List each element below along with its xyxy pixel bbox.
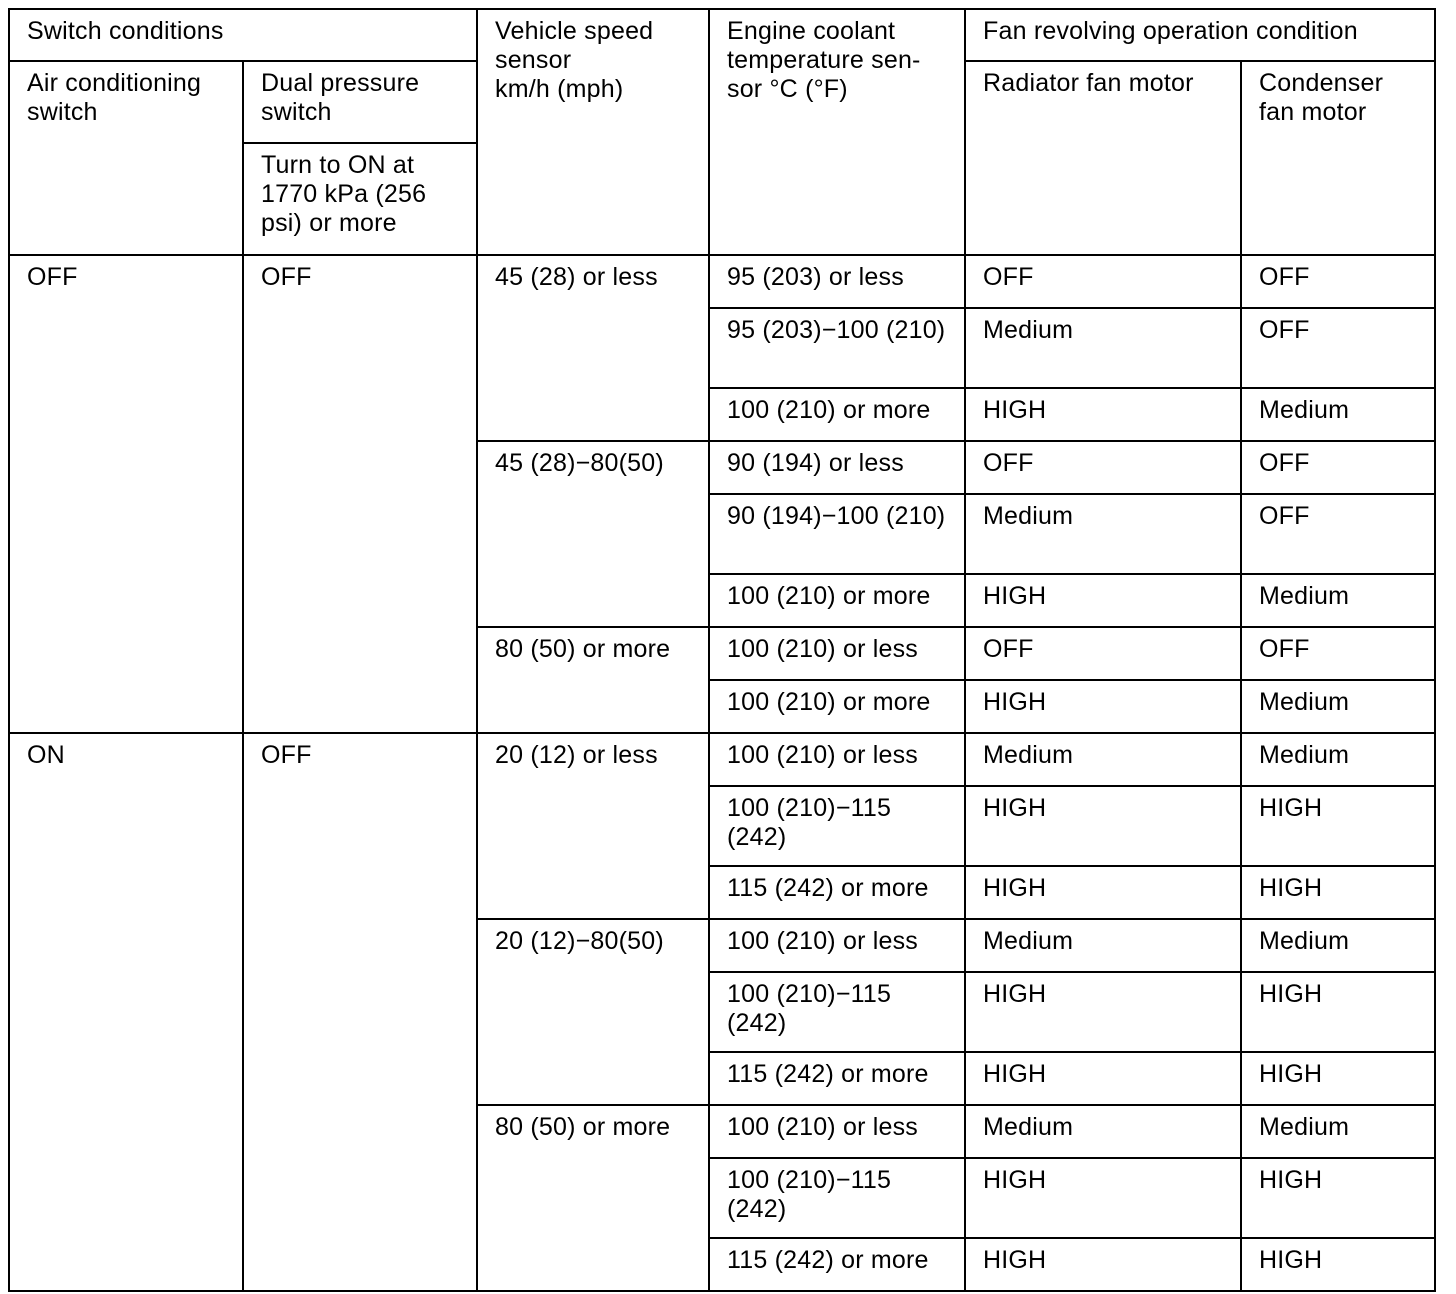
radiator-fan-motor-header: Radiator fan motor <box>965 61 1241 255</box>
coolant-temp-value: 115 (242) or more <box>709 1238 965 1291</box>
coolant-temp-value: 100 (210)−115 (242) <box>709 786 965 866</box>
radiator-fan-value: Medium <box>965 1105 1241 1158</box>
vehicle-speed-value: 45 (28) or less <box>477 255 709 441</box>
condenser-fan-value: OFF <box>1241 627 1435 680</box>
condenser-fan-value: OFF <box>1241 308 1435 388</box>
coolant-temp-value: 90 (194) or less <box>709 441 965 494</box>
engine-coolant-temperature-header: Engine coolant temperature sen- sor °C (°F) <box>709 9 965 255</box>
radiator-fan-value: Medium <box>965 733 1241 786</box>
coolant-temp-value: 100 (210) or less <box>709 627 965 680</box>
dual-pressure-switch-header: Dual pressure switch <box>243 61 477 143</box>
condenser-fan-value: HIGH <box>1241 1238 1435 1291</box>
radiator-fan-value: Medium <box>965 919 1241 972</box>
condenser-fan-value: HIGH <box>1241 972 1435 1052</box>
coolant-temp-value: 100 (210) or more <box>709 574 965 627</box>
condenser-fan-value: HIGH <box>1241 1052 1435 1105</box>
radiator-fan-value: HIGH <box>965 1238 1241 1291</box>
radiator-fan-value: HIGH <box>965 1158 1241 1238</box>
condenser-fan-value: HIGH <box>1241 866 1435 919</box>
radiator-fan-value: HIGH <box>965 574 1241 627</box>
coolant-temp-value: 115 (242) or more <box>709 1052 965 1105</box>
coolant-temp-value: 100 (210) or less <box>709 733 965 786</box>
fan-operation-table <box>8 8 1436 1292</box>
coolant-temp-value: 100 (210) or less <box>709 919 965 972</box>
condenser-fan-motor-header: Condenser fan motor <box>1241 61 1435 255</box>
table-body <box>9 255 1435 1291</box>
radiator-fan-value: HIGH <box>965 1052 1241 1105</box>
radiator-fan-value: OFF <box>965 255 1241 308</box>
fan-revolving-operation-header: Fan revolving operation condition <box>965 9 1435 61</box>
radiator-fan-value: OFF <box>965 627 1241 680</box>
condenser-fan-value: OFF <box>1241 494 1435 574</box>
radiator-fan-value: Medium <box>965 308 1241 388</box>
coolant-temp-value: 115 (242) or more <box>709 866 965 919</box>
air-conditioning-value: OFF <box>9 255 243 733</box>
vehicle-speed-value: 20 (12)−80(50) <box>477 919 709 1105</box>
switch-conditions-header: Switch conditions <box>9 9 477 61</box>
radiator-fan-value: HIGH <box>965 866 1241 919</box>
air-conditioning-switch-header: Air conditioning switch <box>9 61 243 255</box>
vehicle-speed-value: 45 (28)−80(50) <box>477 441 709 627</box>
dual-pressure-value: OFF <box>243 255 477 733</box>
radiator-fan-value: HIGH <box>965 388 1241 441</box>
coolant-temp-value: 90 (194)−100 (210) <box>709 494 965 574</box>
condenser-fan-value: Medium <box>1241 1105 1435 1158</box>
condenser-fan-value: Medium <box>1241 733 1435 786</box>
coolant-temp-value: 95 (203) or less <box>709 255 965 308</box>
condenser-fan-value: OFF <box>1241 255 1435 308</box>
coolant-temp-value: 100 (210)−115 (242) <box>709 972 965 1052</box>
coolant-temp-value: 100 (210) or less <box>709 1105 965 1158</box>
table-header <box>9 9 1435 255</box>
vehicle-speed-value: 20 (12) or less <box>477 733 709 919</box>
coolant-temp-value: 95 (203)−100 (210) <box>709 308 965 388</box>
radiator-fan-value: OFF <box>965 441 1241 494</box>
radiator-fan-value: HIGH <box>965 972 1241 1052</box>
condenser-fan-value: OFF <box>1241 441 1435 494</box>
condenser-fan-value: HIGH <box>1241 1158 1435 1238</box>
coolant-temp-value: 100 (210) or more <box>709 388 965 441</box>
dual-pressure-note: Turn to ON at 1770 kPa (256 psi) or more <box>243 143 477 255</box>
coolant-temp-value: 100 (210)−115 (242) <box>709 1158 965 1238</box>
dual-pressure-value: OFF <box>243 733 477 1291</box>
condenser-fan-value: Medium <box>1241 680 1435 733</box>
table-row <box>9 733 1435 786</box>
vehicle-speed-value: 80 (50) or more <box>477 627 709 733</box>
condenser-fan-value: Medium <box>1241 388 1435 441</box>
radiator-fan-value: Medium <box>965 494 1241 574</box>
radiator-fan-value: HIGH <box>965 786 1241 866</box>
radiator-fan-value: HIGH <box>965 680 1241 733</box>
condenser-fan-value: Medium <box>1241 574 1435 627</box>
vehicle-speed-value: 80 (50) or more <box>477 1105 709 1291</box>
condenser-fan-value: Medium <box>1241 919 1435 972</box>
coolant-temp-value: 100 (210) or more <box>709 680 965 733</box>
air-conditioning-value: ON <box>9 733 243 1291</box>
condenser-fan-value: HIGH <box>1241 786 1435 866</box>
table-row <box>9 255 1435 308</box>
vehicle-speed-sensor-header: Vehicle speed sensor km/h (mph) <box>477 9 709 255</box>
